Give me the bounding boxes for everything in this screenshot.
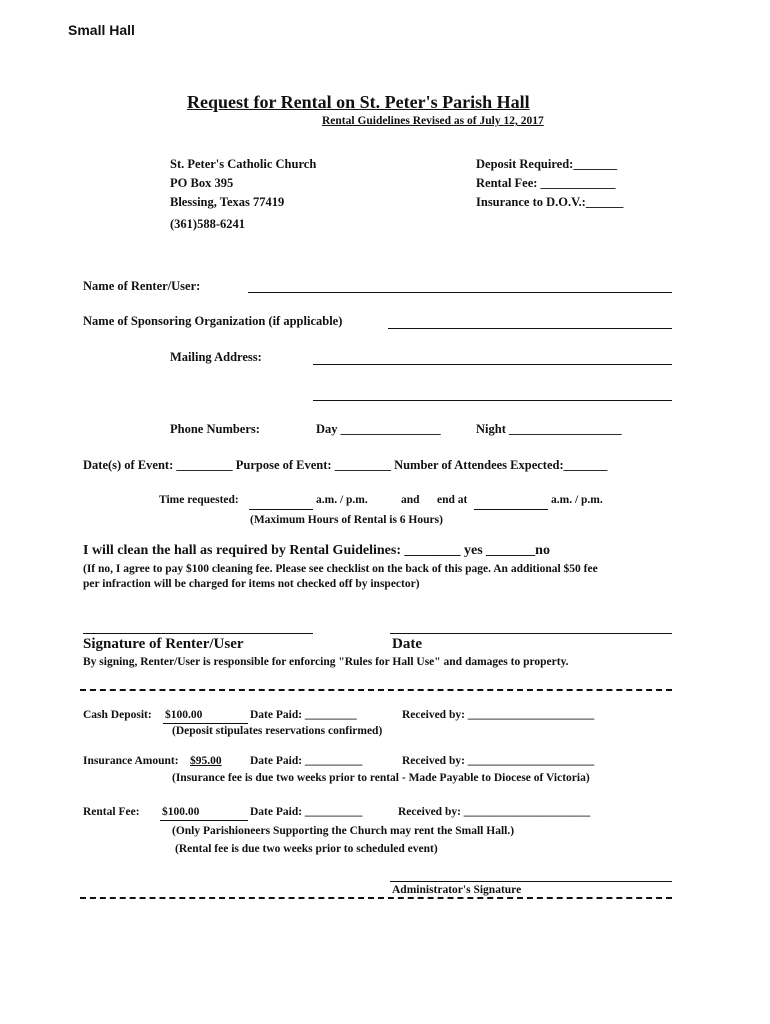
time-requested-label: Time requested: bbox=[159, 494, 239, 506]
admin-signature-field[interactable] bbox=[390, 881, 672, 882]
night-phone-field[interactable]: Night __________________ bbox=[476, 422, 622, 436]
start-am-pm: a.m. / p.m. bbox=[316, 494, 368, 506]
rental-date-paid[interactable]: Date Paid: __________ bbox=[250, 806, 363, 818]
start-time-field[interactable] bbox=[249, 509, 313, 510]
page-subtitle: Rental Guidelines Revised as of July 12, 2017 bbox=[322, 115, 544, 127]
max-hours-note: (Maximum Hours of Rental is 6 Hours) bbox=[250, 514, 443, 526]
rental-note-1: (Only Parishioneers Supporting the Church may rent the Small Hall.) bbox=[172, 825, 515, 837]
rental-fee-label: Rental Fee: bbox=[83, 806, 140, 818]
insurance-received-by[interactable]: Received by: ______________________ bbox=[402, 755, 595, 767]
deposit-required: Deposit Required:_______ bbox=[476, 157, 618, 171]
church-city: Blessing, Texas 77419 bbox=[170, 195, 285, 209]
rental-fee: Rental Fee: ____________ bbox=[476, 176, 616, 190]
cash-received-by[interactable]: Received by: ______________________ bbox=[402, 709, 595, 721]
office-use-separator bbox=[80, 689, 672, 691]
bottom-separator bbox=[80, 897, 672, 899]
rental-received-by[interactable]: Received by: ______________________ bbox=[398, 806, 591, 818]
admin-signature-label: Administrator's Signature bbox=[392, 884, 522, 896]
clean-note-1: (If no, I agree to pay $100 cleaning fee. Please see checklist on the back of this page. An additional $50 fee bbox=[83, 563, 598, 575]
insurance-date-paid[interactable]: Date Paid: __________ bbox=[250, 755, 363, 767]
end-am-pm: a.m. / p.m. bbox=[551, 494, 603, 506]
event-details-line[interactable]: Date(s) of Event: _________ Purpose of Event: _________ Number of Attendees Expected:_______ bbox=[83, 458, 608, 472]
insurance-amount-label: Insurance Amount: bbox=[83, 755, 179, 767]
end-time-field[interactable] bbox=[474, 509, 548, 510]
cash-deposit-note: (Deposit stipulates reservations confirmed) bbox=[172, 725, 383, 737]
church-po-box: PO Box 395 bbox=[170, 176, 234, 190]
mailing-label: Mailing Address: bbox=[170, 350, 262, 364]
mailing-address-field-2[interactable] bbox=[313, 400, 672, 401]
cash-date-paid[interactable]: Date Paid: _________ bbox=[250, 709, 357, 721]
phone-label: Phone Numbers: bbox=[170, 422, 260, 436]
rental-fee-amount: $100.00 bbox=[162, 806, 200, 818]
church-name: St. Peter's Catholic Church bbox=[170, 157, 317, 171]
cash-deposit-amount: $100.00 bbox=[165, 709, 203, 721]
clean-hall-line[interactable]: I will clean the hall as required by Rental Guidelines: ________ yes _______no bbox=[83, 543, 550, 558]
and-label: and bbox=[401, 494, 420, 506]
signature-date-field[interactable] bbox=[390, 633, 672, 634]
insurance-amount: $95.00 bbox=[190, 755, 222, 767]
page-title: Request for Rental on St. Peter's Parish Hall bbox=[187, 92, 530, 112]
rental-note-2: (Rental fee is due two weeks prior to scheduled event) bbox=[175, 843, 438, 855]
date-label: Date bbox=[392, 636, 422, 652]
clean-note-2: per infraction will be charged for items not checked off by inspector) bbox=[83, 578, 420, 590]
end-at-label: end at bbox=[437, 494, 468, 506]
church-phone: (361)588-6241 bbox=[170, 217, 245, 231]
cash-amount-underline bbox=[163, 723, 248, 724]
small-hall-label: Small Hall bbox=[68, 22, 135, 38]
renter-signature-field[interactable] bbox=[83, 633, 313, 634]
renter-name-field[interactable] bbox=[248, 292, 672, 293]
signature-label: Signature of Renter/User bbox=[83, 636, 244, 652]
insurance-dov: Insurance to D.O.V.:______ bbox=[476, 195, 624, 209]
day-phone-field[interactable]: Day ________________ bbox=[316, 422, 441, 436]
signing-note: By signing, Renter/User is responsible for enforcing "Rules for Hall Use" and damages to property. bbox=[83, 656, 569, 668]
cash-deposit-label: Cash Deposit: bbox=[83, 709, 152, 721]
mailing-address-field-1[interactable] bbox=[313, 364, 672, 365]
insurance-note: (Insurance fee is due two weeks prior to rental - Made Payable to Diocese of Victoria) bbox=[172, 772, 590, 784]
renter-label: Name of Renter/User: bbox=[83, 279, 201, 293]
rental-amount-underline bbox=[160, 820, 248, 821]
org-name-field[interactable] bbox=[388, 328, 672, 329]
org-label: Name of Sponsoring Organization (if applicable) bbox=[83, 314, 343, 328]
